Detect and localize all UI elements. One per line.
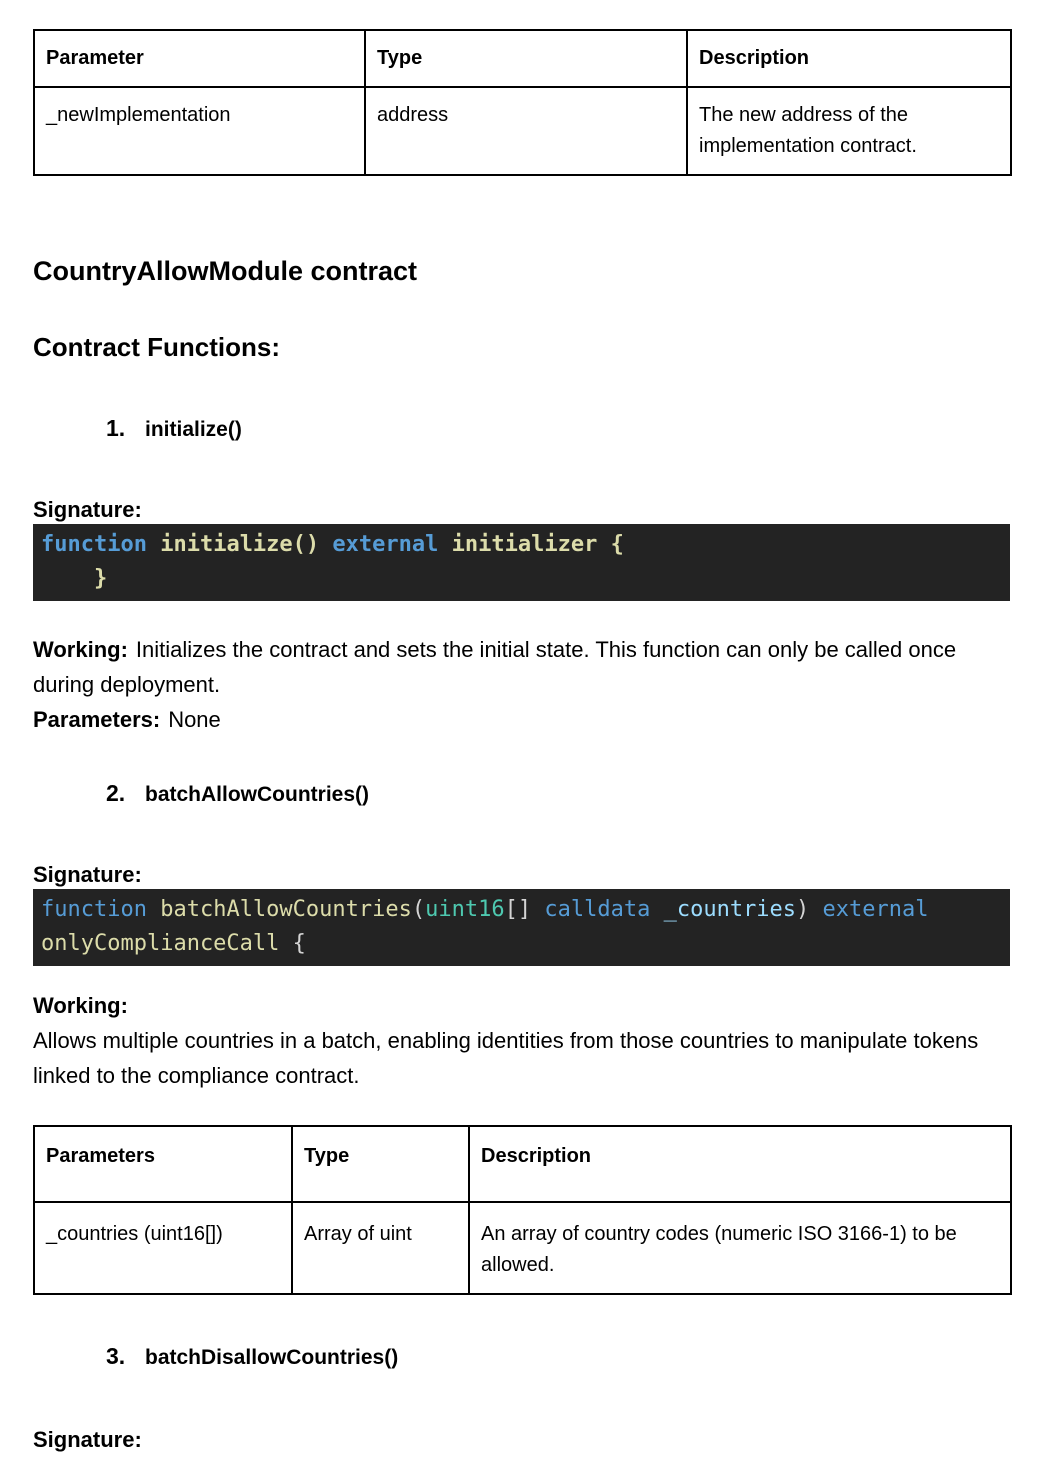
column-header-description: Description <box>469 1126 1011 1202</box>
code-token-function: { <box>597 532 624 557</box>
function-name: batchDisallowCountries() <box>145 1346 399 1369</box>
code-token-function: initializer <box>451 532 598 557</box>
code-token-function: batchAllowCountries <box>160 897 412 922</box>
code-token-plain: ( <box>411 897 426 922</box>
code-token-keyword: external <box>822 897 929 922</box>
working-label: Working: <box>33 637 128 662</box>
column-header-parameters: Parameters <box>34 1126 292 1202</box>
contract-functions-title: Contract Functions: <box>33 332 280 362</box>
module-title: CountryAllowModule contract <box>33 256 417 286</box>
table-row <box>34 1202 1011 1294</box>
code-token-plain <box>147 532 160 557</box>
code-token-keyword: function <box>41 897 147 922</box>
function-list-item-batch-disallow <box>33 1341 1009 1375</box>
cell-parameter-type: address <box>365 87 687 175</box>
code-token-variable: _countries <box>663 897 797 922</box>
code-token-function: } <box>41 566 108 591</box>
table-row <box>34 87 1011 175</box>
list-number: 1. <box>106 415 126 441</box>
cell-parameter-type: Array of uint <box>292 1202 469 1294</box>
column-header-parameter: Parameter <box>34 30 365 87</box>
cell-parameter-name: _newImplementation <box>34 87 365 175</box>
working-section-initialize <box>33 632 1009 737</box>
code-line <box>41 893 1002 927</box>
list-number: 3. <box>106 1343 126 1369</box>
code-token-plain: { <box>279 931 306 956</box>
code-token-function: initialize() <box>160 532 320 557</box>
code-line <box>41 528 1002 562</box>
cell-parameter-description: An array of country codes (numeric ISO 3166-1) to be allowed. <box>469 1202 1011 1294</box>
column-header-type: Type <box>292 1126 469 1202</box>
working-text: Allows multiple countries in a batch, enabling identities from those countries to manipulate tokens linked to the compliance contract. <box>33 1028 979 1088</box>
new-implementation-table <box>33 29 1012 176</box>
code-token-keyword: function <box>41 532 147 557</box>
working-paragraph <box>33 632 1009 702</box>
function-list-item-batch-allow <box>33 778 1009 812</box>
list-number: 2. <box>106 780 126 806</box>
code-token-keyword: calldata <box>544 897 651 922</box>
code-line <box>41 927 1002 961</box>
cell-parameter-name: _countries (uint16[]) <box>34 1202 292 1294</box>
parameters-label: Parameters: <box>33 707 161 732</box>
code-token-plain: ) <box>796 897 810 922</box>
signature-label: Signature: <box>33 497 142 522</box>
column-header-description: Description <box>687 30 1011 87</box>
column-header-type: Type <box>365 30 687 87</box>
function-name: initialize() <box>145 418 242 441</box>
code-block-initialize <box>33 524 1010 601</box>
parameters-line <box>33 702 1009 737</box>
code-token-plain <box>438 532 451 557</box>
document-page <box>0 29 1040 1452</box>
code-token-type: uint16 <box>425 897 505 922</box>
cell-parameter-description: The new address of the implementation contract. <box>687 87 1011 175</box>
code-token-keyword: external <box>332 532 439 557</box>
working-text: Initializes the contract and sets the initial state. This function can only be called once during deployment. <box>33 637 957 697</box>
countries-parameters-table <box>33 1125 1012 1295</box>
working-label: Working: <box>33 993 128 1018</box>
code-token-plain <box>147 897 160 922</box>
code-token-plain <box>650 897 663 922</box>
signature-label: Signature: <box>33 862 142 887</box>
table-header-row <box>34 30 1011 87</box>
code-line <box>41 562 1002 596</box>
working-section-batch-allow <box>33 988 1009 1093</box>
code-token-plain <box>809 897 822 922</box>
code-token-function: onlyComplianceCall <box>41 931 280 956</box>
code-block-batch-allow-countries <box>33 889 1010 966</box>
code-token-plain <box>319 532 332 557</box>
signature-label: Signature: <box>33 1427 142 1452</box>
function-name: batchAllowCountries() <box>145 783 369 806</box>
table-header-row <box>34 1126 1011 1202</box>
parameters-value: None <box>168 707 221 732</box>
code-token-plain: [] <box>504 897 532 922</box>
code-token-plain <box>531 897 544 922</box>
function-list-item-initialize <box>33 413 1009 447</box>
